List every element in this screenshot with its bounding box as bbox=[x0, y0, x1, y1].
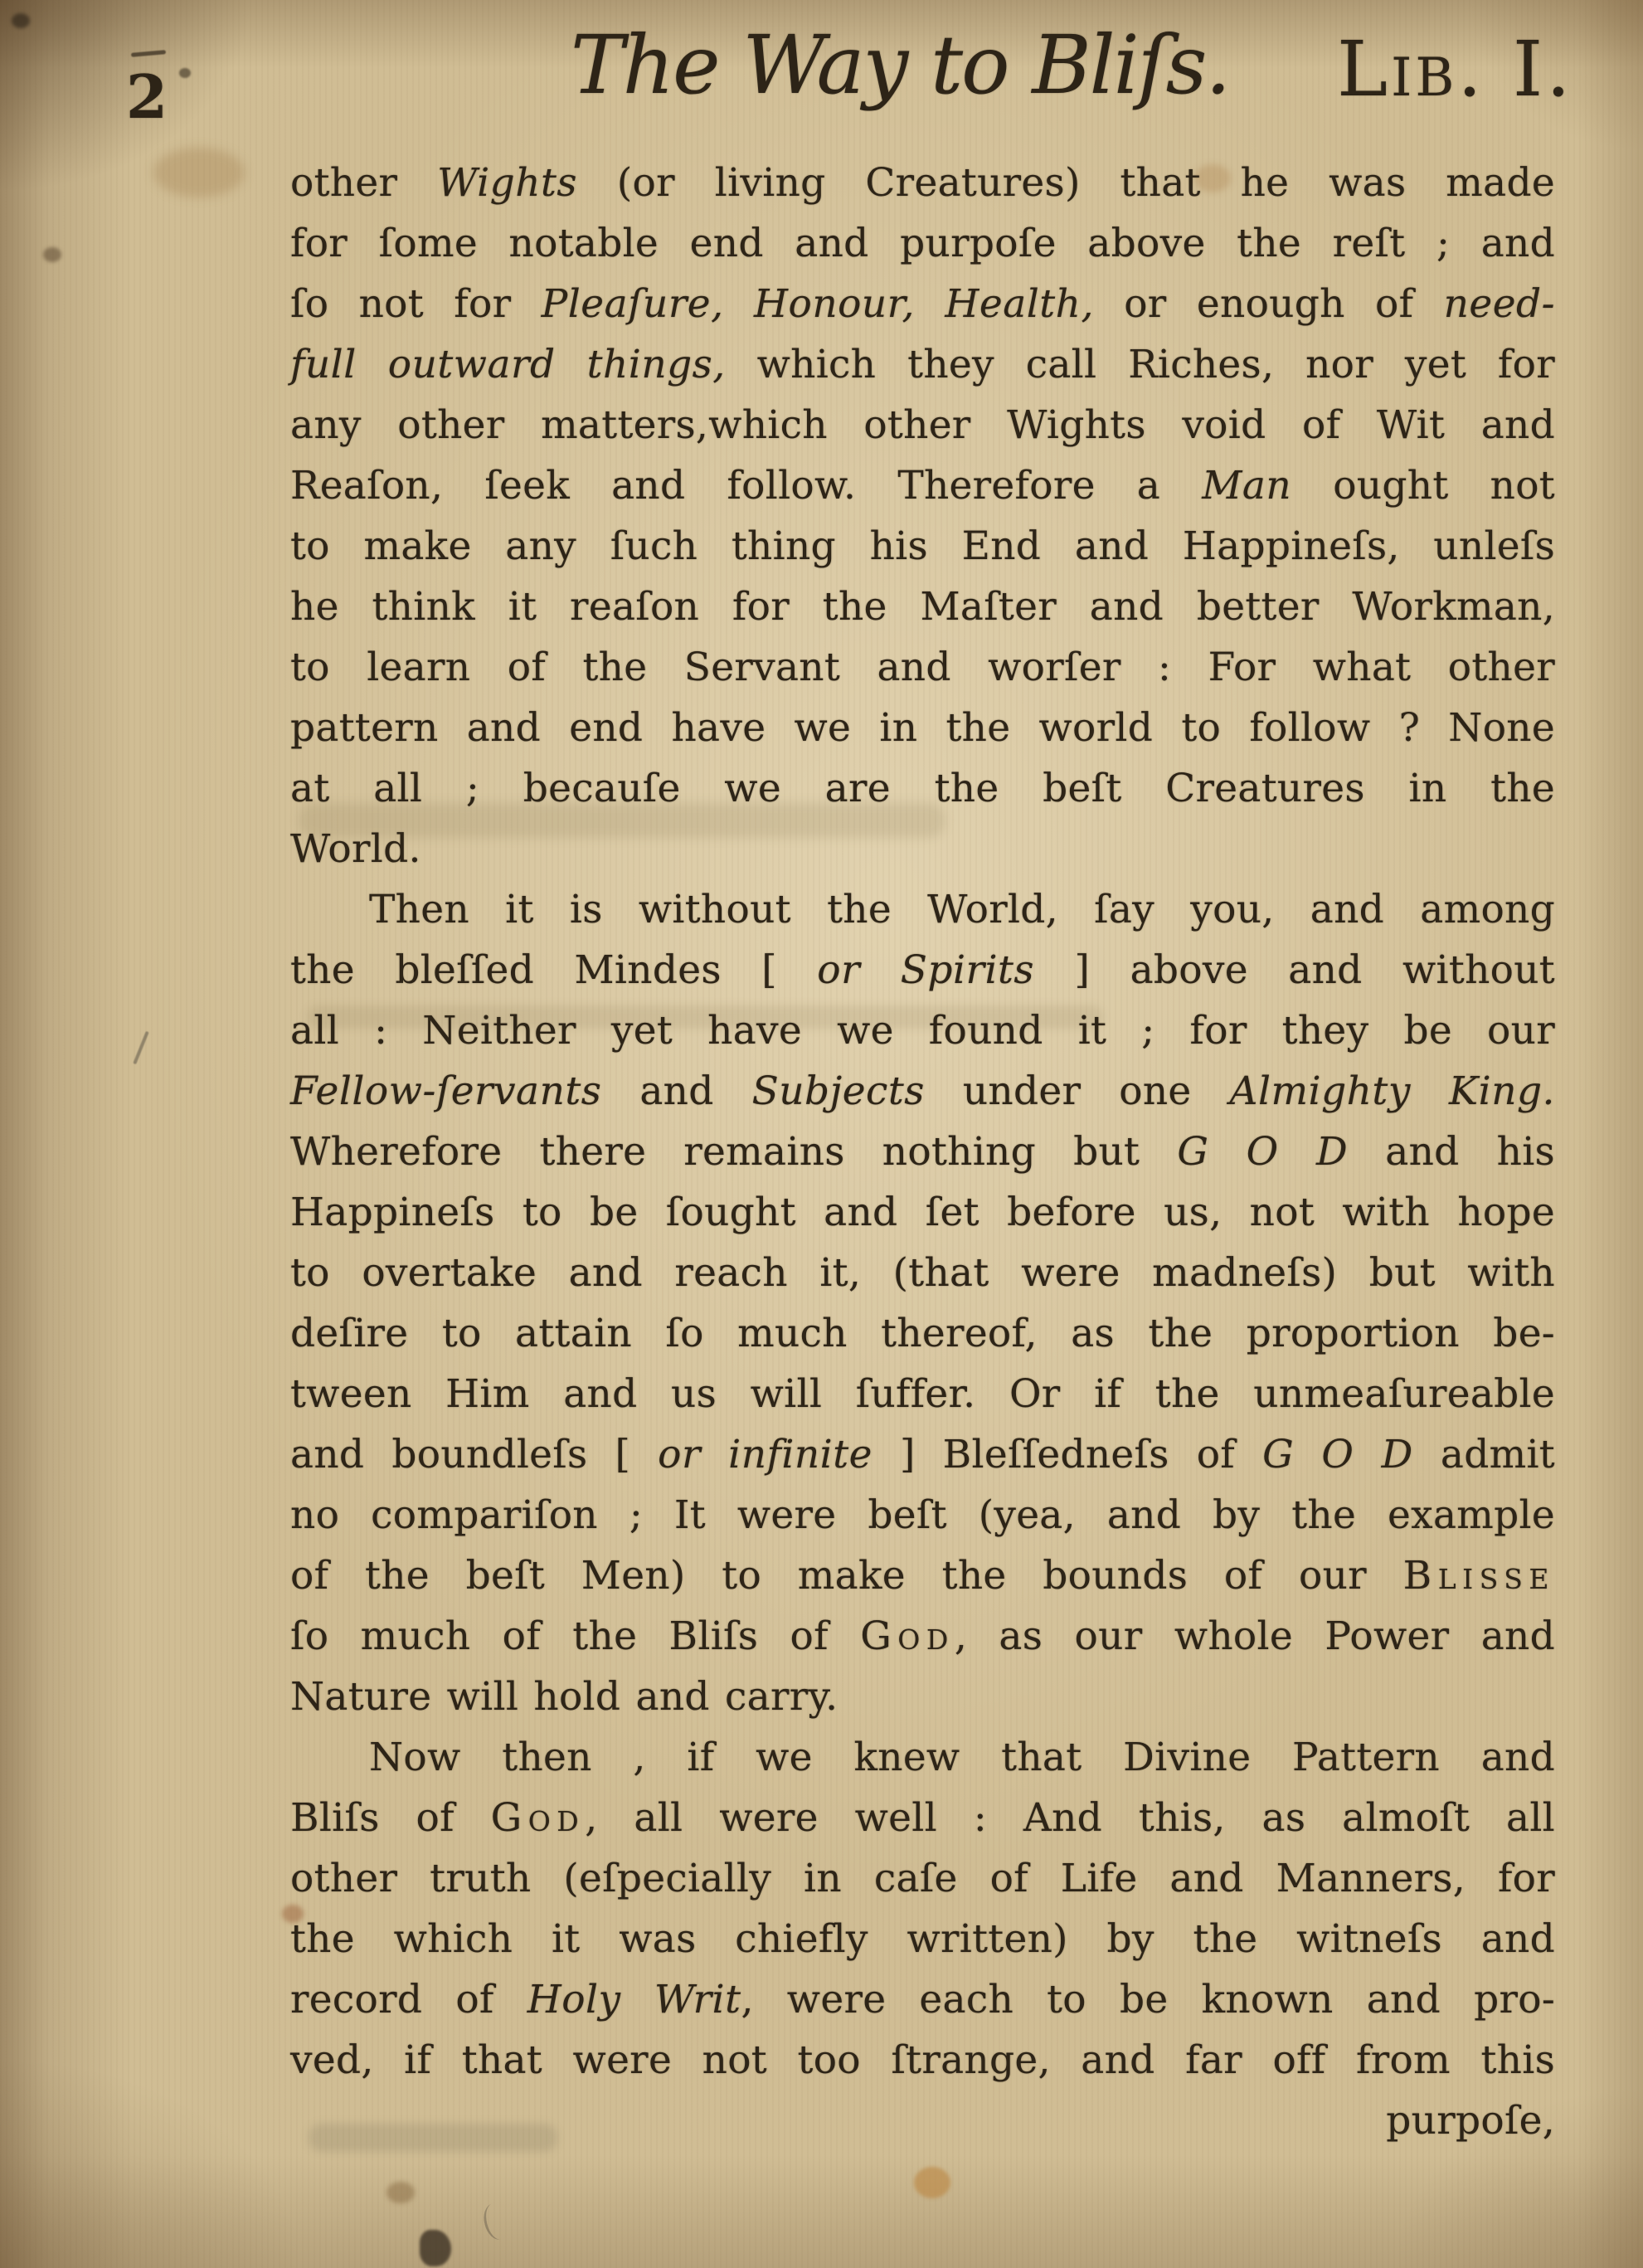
text-line: he think it reaſon for the Maſter and better Workman, bbox=[290, 584, 1555, 630]
text-line: Happineſs to be ſought and ſet before us, not with hope bbox=[290, 1190, 1555, 1235]
text-line: World. bbox=[290, 826, 421, 872]
text-line: Now then , if we knew that Divine Pattern and bbox=[369, 1735, 1555, 1780]
pencil-mark bbox=[480, 2201, 513, 2242]
text-line: deſire to attain ſo much thereof, as the proportion be- bbox=[290, 1311, 1555, 1356]
text-line: all : Neither yet have we found it ; for they be our bbox=[290, 1008, 1555, 1054]
stain bbox=[12, 13, 30, 28]
text-line: ſo not for Pleaſure, Honour, Health, or enough of need- bbox=[290, 281, 1555, 327]
stain bbox=[914, 2167, 950, 2198]
text-line: Fellow-ſervants and Subjects under one Almighty King. bbox=[290, 1068, 1555, 1114]
pencil-mark bbox=[133, 1031, 148, 1064]
text-line: full outward things, which they call Riches, nor yet for bbox=[290, 342, 1555, 387]
text-line: tween Him and us will ſuffer. Or if the unmeaſureable bbox=[290, 1371, 1555, 1417]
stain bbox=[386, 2182, 415, 2203]
text-line: Then it is without the World, ſay you, and among bbox=[369, 887, 1555, 932]
text-line: pattern and end have we in the world to follow ? None bbox=[290, 705, 1555, 751]
text-line: Bliſs of God, all were well : And this, as almoſt all bbox=[290, 1795, 1555, 1841]
text-line: record of Holy Writ, were each to be known and pro- bbox=[290, 1977, 1555, 2022]
book-section-label: Lib. I. bbox=[1337, 25, 1574, 114]
text-line: and boundleſs [ or infinite ] Bleſſedneſs of G O D admit bbox=[290, 1432, 1555, 1477]
text-line: to overtake and reach it, (that were madneſs) but with bbox=[290, 1250, 1555, 1296]
text-line: no compariſon ; It were beſt (yea, and by the example bbox=[290, 1492, 1555, 1538]
text-line: Reaſon, ſeek and follow. Therefore a Man ought not bbox=[290, 463, 1555, 509]
text-line: Wherefore there remains nothing but G O D and his bbox=[290, 1129, 1555, 1175]
text-line: any other matters,which other Wights void of Wit and bbox=[290, 402, 1555, 448]
text-line: the bleſſed Mindes [ or Spirits ] above and without bbox=[290, 947, 1555, 993]
text-line: at all ; becauſe we are the beſt Creatures in the bbox=[290, 766, 1555, 811]
text-line: ved, if that were not too ſtrange, and far off from this bbox=[290, 2037, 1555, 2083]
body-text bbox=[290, 153, 1555, 2151]
catchword: purpoſe, bbox=[1386, 2098, 1555, 2144]
running-title: The Way to Bliſs. bbox=[571, 18, 1230, 112]
text-line: Nature will hold and carry. bbox=[290, 1674, 839, 1720]
text-line: to make any ſuch thing his End and Happineſs, unleſs bbox=[290, 523, 1555, 569]
text-line: other truth (eſpecially in caſe of Life and Manners, for bbox=[290, 1856, 1555, 1901]
ink-mark bbox=[131, 50, 166, 57]
stain bbox=[179, 68, 191, 78]
text-line: for ſome notable end and purpoſe above the reſt ; and bbox=[290, 221, 1555, 266]
text-line: of the beſt Men) to make the bounds of our Blisse bbox=[290, 1553, 1555, 1599]
page-number: 2 bbox=[126, 61, 168, 132]
stain bbox=[43, 247, 61, 262]
text-line: ſo much of the Bliſs of God, as our whole Power and bbox=[290, 1613, 1555, 1659]
stain bbox=[153, 148, 245, 197]
text-line: to learn of the Servant and worſer : For what other bbox=[290, 645, 1555, 690]
ink-blot bbox=[420, 2230, 451, 2266]
text-block bbox=[290, 153, 1555, 2090]
text-line: the which it was chiefly written) by the witneſs and bbox=[290, 1916, 1555, 1962]
text-line: other Wights (or living Creatures) that he was made bbox=[290, 160, 1555, 206]
